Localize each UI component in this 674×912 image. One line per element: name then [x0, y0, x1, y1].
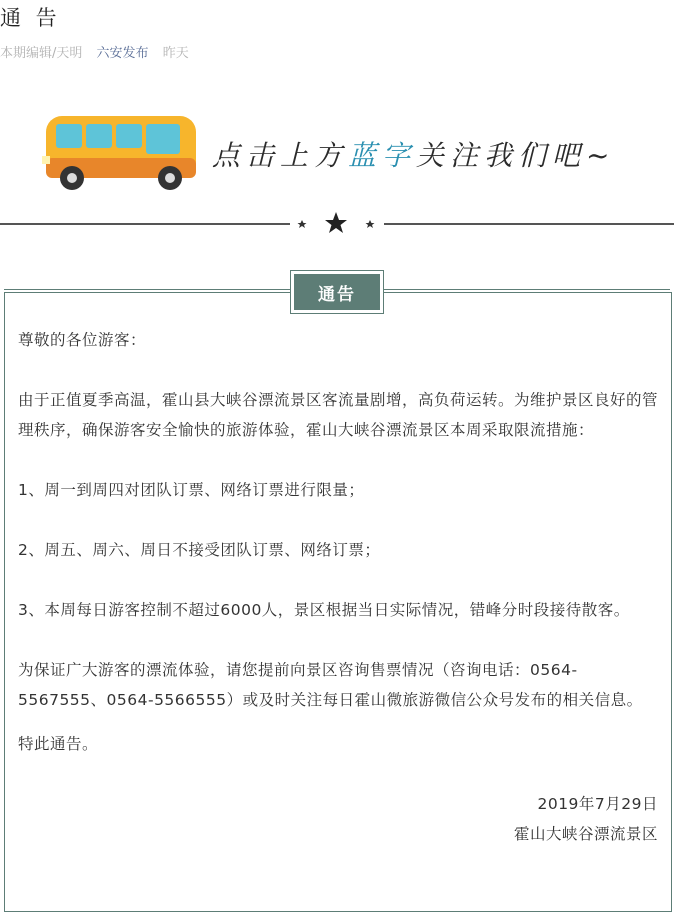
account-link[interactable]: 六安发布 [96, 46, 149, 61]
notice-content [18, 325, 658, 849]
follow-text-after: 关注我们吧~ [416, 139, 616, 172]
sign-org: 霍山大峡谷漂流景区 [513, 825, 658, 843]
contact-paragraph: 为保证广大游客的漂流体验，请您提前向景区咨询售票情况（咨询电话：0564-5567555、0564-5566555）或及时关注每日霍山微旅游微信公众号发布的相关信息。 [18, 661, 643, 709]
notice-tag [290, 270, 384, 314]
publish-date: 昨天 [162, 46, 189, 61]
rule-item-1: 1、周一到周四对团队订票、网络订票进行限量； [18, 481, 365, 499]
notice-tag-label: 通告 [294, 274, 380, 310]
follow-prompt [212, 134, 616, 174]
greeting: 尊敬的各位游客： [18, 331, 147, 349]
editor-label: 本期编辑/天明 [0, 46, 83, 61]
closing-line: 特此通告。 [18, 735, 99, 753]
star-divider [0, 206, 674, 242]
article-meta [0, 42, 189, 61]
rule-item-3: 3、本周每日游客控制不超过6000人，景区根据当日实际情况，错峰分时段接待散客。 [18, 601, 630, 619]
sign-date: 2019年7月29日 [537, 795, 658, 813]
bus-icon [42, 108, 202, 194]
intro-paragraph: 由于正值夏季高温，霍山县大峡谷漂流景区客流量剧增，高负荷运转。为维护景区良好的管理秩序，确保游客安全愉快的旅游体验，霍山大峡谷漂流景区本周采取限流措施： [18, 391, 659, 439]
page-title: 通 告 [0, 6, 61, 30]
follow-text-blue: 蓝字 [348, 139, 417, 172]
follow-text-before: 点击上方 [212, 139, 349, 172]
follow-banner [42, 108, 662, 194]
rule-item-2: 2、周五、周六、周日不接受团队订票、网络订票； [18, 541, 381, 559]
